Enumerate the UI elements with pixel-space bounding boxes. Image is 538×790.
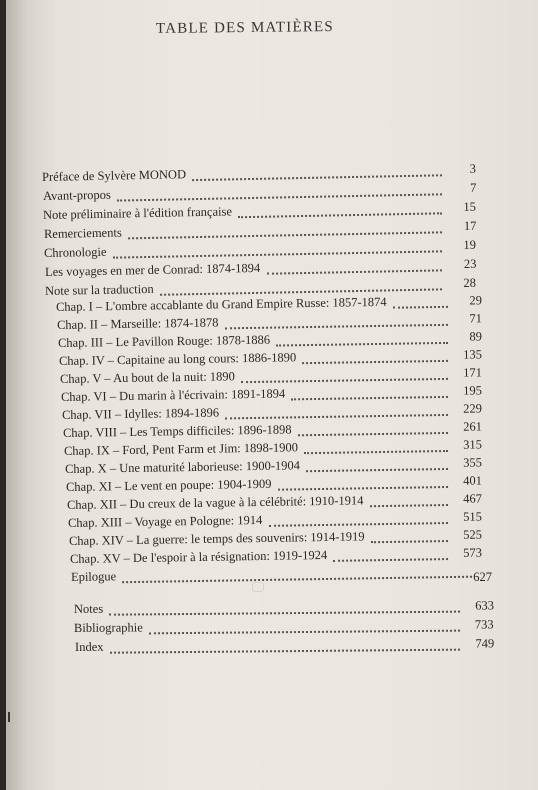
entry-label: Index: [74, 639, 104, 654]
entry-label: Note sur la traduction: [44, 281, 154, 298]
leader-dots: [149, 628, 460, 635]
entry-label: Chap. XIV – La guerre: le temps des souvenirs: 1914-1919: [68, 529, 365, 548]
leader-dots: [304, 448, 448, 454]
entry-page-number: 71: [469, 311, 483, 326]
entry-label: Note préliminaire à l'édition française: [42, 204, 233, 222]
paper-mark: [252, 582, 264, 592]
entry-label: Chap. VII – Idylles: 1894-1896: [61, 405, 220, 422]
entry-label: Chap. VIII – Les Temps difficiles: 1896-1898: [62, 422, 292, 440]
entry-label: Remerciements: [43, 225, 122, 241]
entry-page-number: 733: [475, 617, 495, 632]
entry-page-number: 749: [475, 636, 495, 651]
back-matter-entry: [74, 596, 494, 618]
back-matter-entry: [74, 615, 494, 637]
entry-page-number: 23: [463, 256, 477, 271]
entry-page-number: 19: [463, 237, 477, 252]
epilogue-page-number: 627: [473, 570, 492, 584]
entry-page-number: 515: [463, 509, 483, 524]
entry-label: Préface de Sylvère MONOD: [41, 167, 187, 184]
leader-dots: [266, 267, 442, 274]
leader-dots: [306, 466, 448, 472]
entry-page-number: 467: [463, 491, 483, 506]
leader-dots: [122, 574, 472, 583]
entry-page-number: 401: [463, 473, 483, 488]
entry-page-number: 195: [463, 383, 483, 398]
back-matter-entry: [75, 634, 494, 656]
leader-dots: [109, 609, 460, 616]
entry-label: Chap. VI – Du marin à l'écrivain: 1891-1894: [60, 386, 286, 404]
edge-mark: [8, 712, 10, 722]
entry-page-number: 633: [475, 598, 495, 613]
entry-label: Chap. IX – Ford, Pent Farm et Jim: 1898-1900: [63, 440, 299, 458]
entry-label: Chap. IV – Capitaine au long cours: 1886-1890: [58, 350, 297, 368]
entry-page-number: 89: [469, 329, 483, 344]
page-title: TABLE DES MATIÈRES: [155, 19, 334, 37]
entry-label: Les voyages en mer de Conrad: 1874-1894: [44, 260, 260, 279]
entry-page-number: 573: [463, 545, 483, 560]
entry-label: Chap. XV – De l'espoir à la résignation: 1919-1924: [69, 547, 328, 566]
leader-dots: [393, 304, 448, 309]
entry-label: Chap. XIII – Voyage en Pologne: 1914: [67, 512, 263, 530]
entry-label: Chap. II – Marseille: 1874-1878: [56, 315, 219, 332]
entry-label: Chap. X – Une maturité laborieuse: 1900-1904: [64, 458, 301, 476]
entry-page-number: 229: [463, 401, 483, 416]
book-page: [6, 0, 538, 790]
entry-label: Bibliographie: [74, 620, 144, 635]
leader-dots: [333, 556, 448, 562]
entry-label: Epilogue: [70, 569, 117, 584]
entry-page-number: 17: [463, 218, 477, 233]
entry-label: Avant-propos: [42, 187, 111, 203]
entry-page-number: 3: [469, 161, 477, 176]
entry-page-number: 28: [463, 275, 477, 290]
entry-page-number: 355: [463, 455, 483, 470]
entry-page-number: [442, 562, 482, 563]
entry-label: Chronologie: [43, 244, 107, 260]
entry-label: Chap. III – Le Pavillon Rouge: 1878-1886: [57, 332, 271, 350]
leader-dots: [371, 538, 448, 543]
entry-label: Chap. XI – Le vent en poupe: 1904-1909: [65, 476, 272, 494]
entry-label: Chap. I – L'ombre accablante du Grand Empire Russe: 1857-1874: [55, 294, 387, 314]
entry-page-number: 171: [463, 365, 483, 380]
leader-dots: [303, 358, 449, 364]
entry-page-number: 29: [469, 293, 483, 308]
entry-page-number: 261: [463, 419, 483, 434]
entry-page-number: 315: [463, 437, 483, 452]
entry-label: Chap. V – Au bout de la nuit: 1890: [59, 369, 235, 386]
leader-dots: [370, 502, 448, 507]
entry-label: Notes: [73, 601, 104, 616]
entry-page-number: 135: [463, 347, 483, 362]
entry-label: Chap. XII – Du creux de la vague à la célébrité: 1910-1914: [66, 493, 364, 512]
entry-page-number: 7: [469, 180, 477, 195]
leader-dots: [109, 647, 460, 654]
entry-page-number: 525: [463, 527, 483, 542]
entry-page-number: 15: [463, 199, 477, 214]
